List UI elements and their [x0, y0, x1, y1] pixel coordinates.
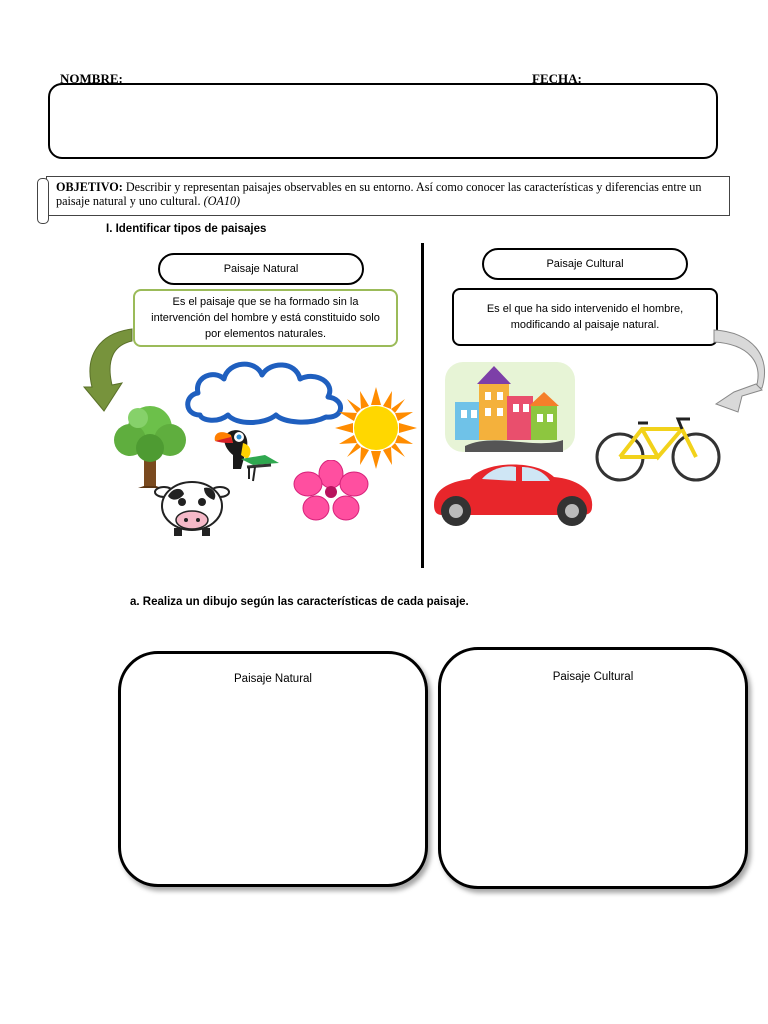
scroll-decoration [37, 178, 49, 224]
cultural-arrow-icon [712, 326, 768, 416]
objective-code: (OA10) [203, 194, 241, 208]
cultural-title-pill: Paisaje Cultural [482, 248, 688, 280]
toucan-icon [213, 425, 283, 483]
natural-title-pill: Paisaje Natural [158, 253, 364, 285]
objective-label: OBJETIVO: [56, 180, 123, 194]
cloud-icon [180, 355, 350, 427]
natural-description: Es el paisaje que se ha formado sin la intervención del hombre y está constituido solo por elementos naturales. [133, 289, 398, 347]
activity-instruction: a. Realiza un dibujo según las características de cada paisaje. [130, 596, 469, 608]
objective-text: Describir y representan paisajes observables en su entorno. Así como conocer las características y diferencias entre un paisaje natural y uno cultural. [56, 180, 702, 208]
natural-drawing-box[interactable] [118, 651, 428, 887]
sun-icon [335, 387, 417, 469]
column-divider [421, 243, 424, 568]
cultural-drawing-title: Paisaje Cultural [552, 671, 634, 683]
buildings-icon [445, 362, 575, 452]
name-label: NOMBRE: [60, 71, 123, 86]
cow-icon [152, 478, 232, 538]
name-field[interactable] [48, 83, 718, 159]
natural-drawing-title: Paisaje Natural [234, 673, 312, 685]
cultural-description: Es el que ha sido intervenido el hombre, modificando al paisaje natural. [452, 288, 718, 346]
bicycle-icon [594, 415, 722, 483]
section-title: I. Identificar tipos de paisajes [106, 223, 267, 235]
cultural-drawing-box[interactable] [438, 647, 748, 889]
flower-icon [292, 460, 370, 522]
car-icon [428, 455, 598, 530]
date-label: FECHA: [532, 71, 582, 86]
objective-text-block [56, 180, 724, 208]
